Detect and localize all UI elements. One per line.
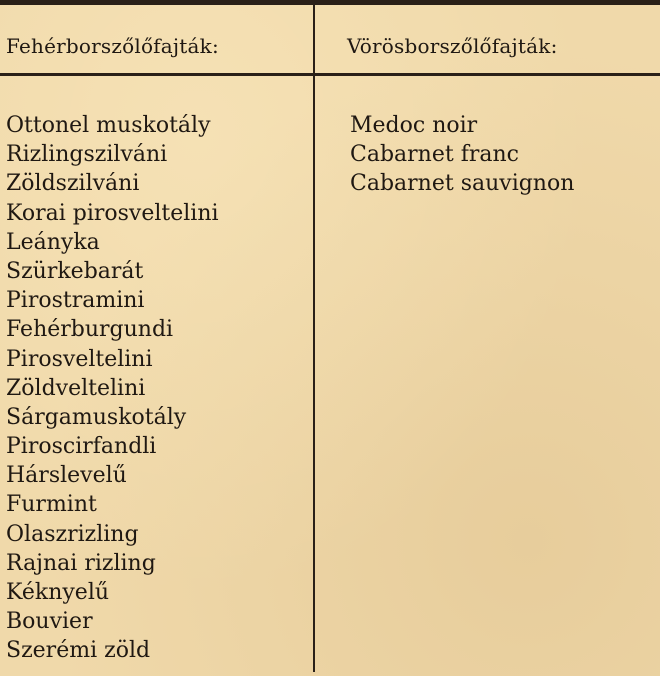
- column-divider: [313, 5, 315, 672]
- list-item: Pirostramini: [6, 288, 145, 314]
- list-item: Szerémi zöld: [6, 638, 151, 664]
- list-item: Leányka: [6, 229, 100, 255]
- list-item: Hárslevelű: [6, 463, 127, 489]
- list-item: Medoc noir: [350, 113, 478, 138]
- list-item: Korai pirosveltelini: [6, 200, 219, 226]
- list-item: Ottonel muskotály: [6, 113, 211, 138]
- list-item: Cabarnet sauvignon: [350, 171, 575, 197]
- table-header-rule: [0, 73, 660, 76]
- list-item: Pirosveltelini: [6, 346, 153, 372]
- list-item: Cabarnet franc: [350, 142, 519, 168]
- list-item: Fehérburgundi: [6, 317, 174, 343]
- list-item: Zöldszilváni: [6, 171, 140, 197]
- header-white-varieties: Fehérborszőlőfajták:: [6, 34, 219, 58]
- list-item: Rajnai rizling: [6, 550, 156, 576]
- list-item: Kéknyelű: [6, 580, 110, 605]
- list-item: Bouvier: [6, 609, 93, 635]
- list-item: Rizlingszilváni: [6, 142, 168, 168]
- list-item: Piroscirfandli: [6, 434, 157, 460]
- table-top-rule: [0, 0, 660, 5]
- header-red-varieties: Vörösborszőlőfajták:: [347, 34, 558, 58]
- white-varieties-list: [6, 111, 219, 666]
- list-item: Szürkebarát: [6, 258, 144, 284]
- list-item: Olaszrizling: [6, 521, 139, 547]
- red-varieties-list: [350, 111, 574, 199]
- list-item: Zöldveltelini: [6, 375, 146, 401]
- list-item: Sárgamuskotály: [6, 404, 187, 430]
- list-item: Furmint: [6, 492, 97, 518]
